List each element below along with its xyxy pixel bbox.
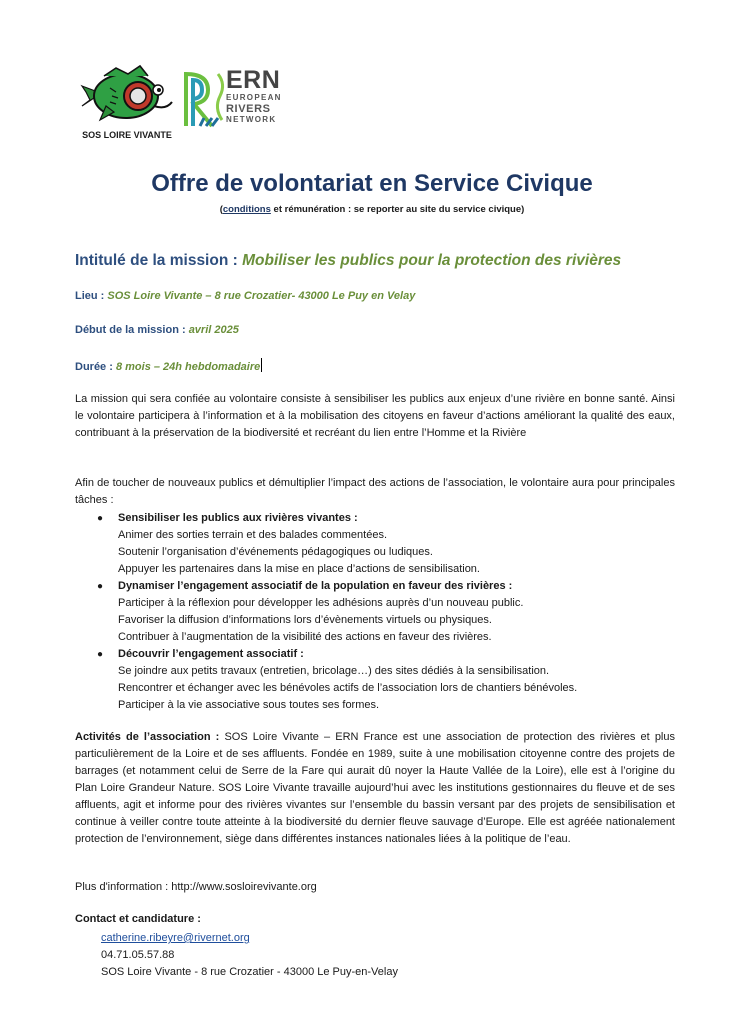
contact-phone: 04.71.05.57.88 xyxy=(101,949,175,961)
debut-label: Début de la mission : xyxy=(75,324,189,336)
header-logos xyxy=(76,62,296,142)
contact-title: Contact et candidature : xyxy=(75,913,201,925)
subtitle-rest: et rémunération : se reporter au site du service civique) xyxy=(270,204,525,215)
task-subitem: Participer à la réflexion pour développer les adhésions auprès d’un nouveau public. xyxy=(118,597,524,609)
mission-label: Intitulé de la mission : xyxy=(75,252,243,269)
ern-line-european: EUROPEAN xyxy=(226,93,282,102)
activities-paragraph xyxy=(75,729,675,848)
task-subitem: Se joindre aux petits travaux (entretien, bricolage…) des sites dédiés à la sensibilisation. xyxy=(118,665,550,677)
bullet-icon: ● xyxy=(97,581,104,592)
debut-value: avril 2025 xyxy=(188,324,239,336)
mission-value: Mobiliser les publics pour la protection des rivières xyxy=(242,252,622,269)
task-item xyxy=(75,578,675,646)
contact-email-link[interactable]: catherine.ribeyre@rivernet.org xyxy=(101,932,250,944)
task-item xyxy=(75,510,675,578)
bullet-icon: ● xyxy=(97,649,104,660)
task-title: Dynamiser l’engagement associatif de la population en faveur des rivières : xyxy=(118,580,513,592)
task-subitem: Animer des sorties terrain et des balades commentées. xyxy=(118,529,388,541)
activities-text: SOS Loire Vivante – ERN France est une association de protection des rivières et plus particulièrement de la Loire et de ses affluents. Fondée en 1989, suite à une mobilisation citoyenne contre des projets de barrages (et notamment celui de Serre de la Fare qui aurait dû noyer la Haute Vallée de la Loire), elle est à l’origine du Plan Loire Grandeur Nature. SOS Loire Vivante travaille aujourd’hui avec les institutions gestionnaires du fleuve et de ses affluents, agit et informe pour des rivières vivantes sur l’ensemble du bassin versant par des projets de sensibilisation et continue à veiller contre toute atteinte à la biodiversité du dernier fleuve sauvage d’Europe. Elle est agréée nationalement protection de l’environnement, siège dans différentes instances nationales liées à la politique de l’eau. xyxy=(75,731,675,845)
tasks-intro-paragraph: Afin de toucher de nouveaux publics et démultiplier l’impact des actions de l’association, le volontaire aura pour principales tâches : xyxy=(75,477,675,506)
task-subitem: Appuyer les partenaires dans la mise en place d’actions de sensibilisation. xyxy=(118,563,480,575)
task-subitem: Participer à la vie associative sous toutes ses formes. xyxy=(118,699,380,711)
task-subitem: Favoriser la diffusion d’informations lors d’évènements virtuels ou physiques. xyxy=(118,614,492,626)
tasks-list xyxy=(75,510,675,714)
lieu-field xyxy=(75,290,415,302)
ern-line-network: NETWORK xyxy=(226,115,277,124)
mission-heading xyxy=(75,252,621,270)
task-subitem: Soutenir l’organisation d’événements pédagogiques ou ludiques. xyxy=(118,546,433,558)
page-title: Offre de volontariat en Service Civique xyxy=(151,170,593,197)
duree-value: 8 mois – 24h hebdomadaire xyxy=(115,361,261,373)
conditions-link[interactable]: conditions xyxy=(222,204,271,215)
task-title: Sensibiliser les publics aux rivières vivantes : xyxy=(118,512,358,524)
contact-address: SOS Loire Vivante - 8 rue Crozatier - 43000 Le Puy-en-Velay xyxy=(101,966,398,978)
debut-field xyxy=(75,324,239,336)
more-info-line: Plus d'information : http://www.sosloirevivante.org xyxy=(75,881,317,893)
text-cursor xyxy=(261,358,262,372)
subtitle-open-paren: ( xyxy=(219,204,223,215)
task-title: Découvrir l’engagement associatif : xyxy=(118,648,304,660)
duree-label: Durée : xyxy=(75,361,116,373)
bullet-icon: ● xyxy=(97,513,104,524)
ern-line-rivers: RIVERS xyxy=(226,103,271,115)
task-item xyxy=(75,646,675,714)
ern-logo-text xyxy=(226,68,282,125)
task-subitem: Rencontrer et échanger avec les bénévoles actifs de l’association lors de chantiers bénévoles. xyxy=(118,682,578,694)
lieu-value: SOS Loire Vivante – 8 rue Crozatier- 43000 Le Puy en Velay xyxy=(107,290,416,302)
duree-field xyxy=(75,358,262,373)
sos-logo-caption: SOS LOIRE VIVANTE xyxy=(82,130,172,140)
activities-label: Activités de l’association : xyxy=(75,731,220,743)
contact-block xyxy=(101,930,398,981)
intro-paragraph: La mission qui sera confiée au volontaire consiste à sensibiliser les publics aux enjeux d’une rivière en bonne santé. Ainsi le volontaire participera à l’information et à la mobilisation des citoyens en faveur d’actions améliorant la qualité des eaux, contribuant à la préservation de la biodiversité et recréant du lien entre l’Homme et la Rivière xyxy=(75,393,675,439)
ern-title: ERN xyxy=(226,66,281,94)
lieu-label: Lieu : xyxy=(75,290,108,302)
subtitle xyxy=(0,204,744,215)
task-subitem: Contribuer à l’augmentation de la visibilité des actions en faveur des rivières. xyxy=(118,631,492,643)
